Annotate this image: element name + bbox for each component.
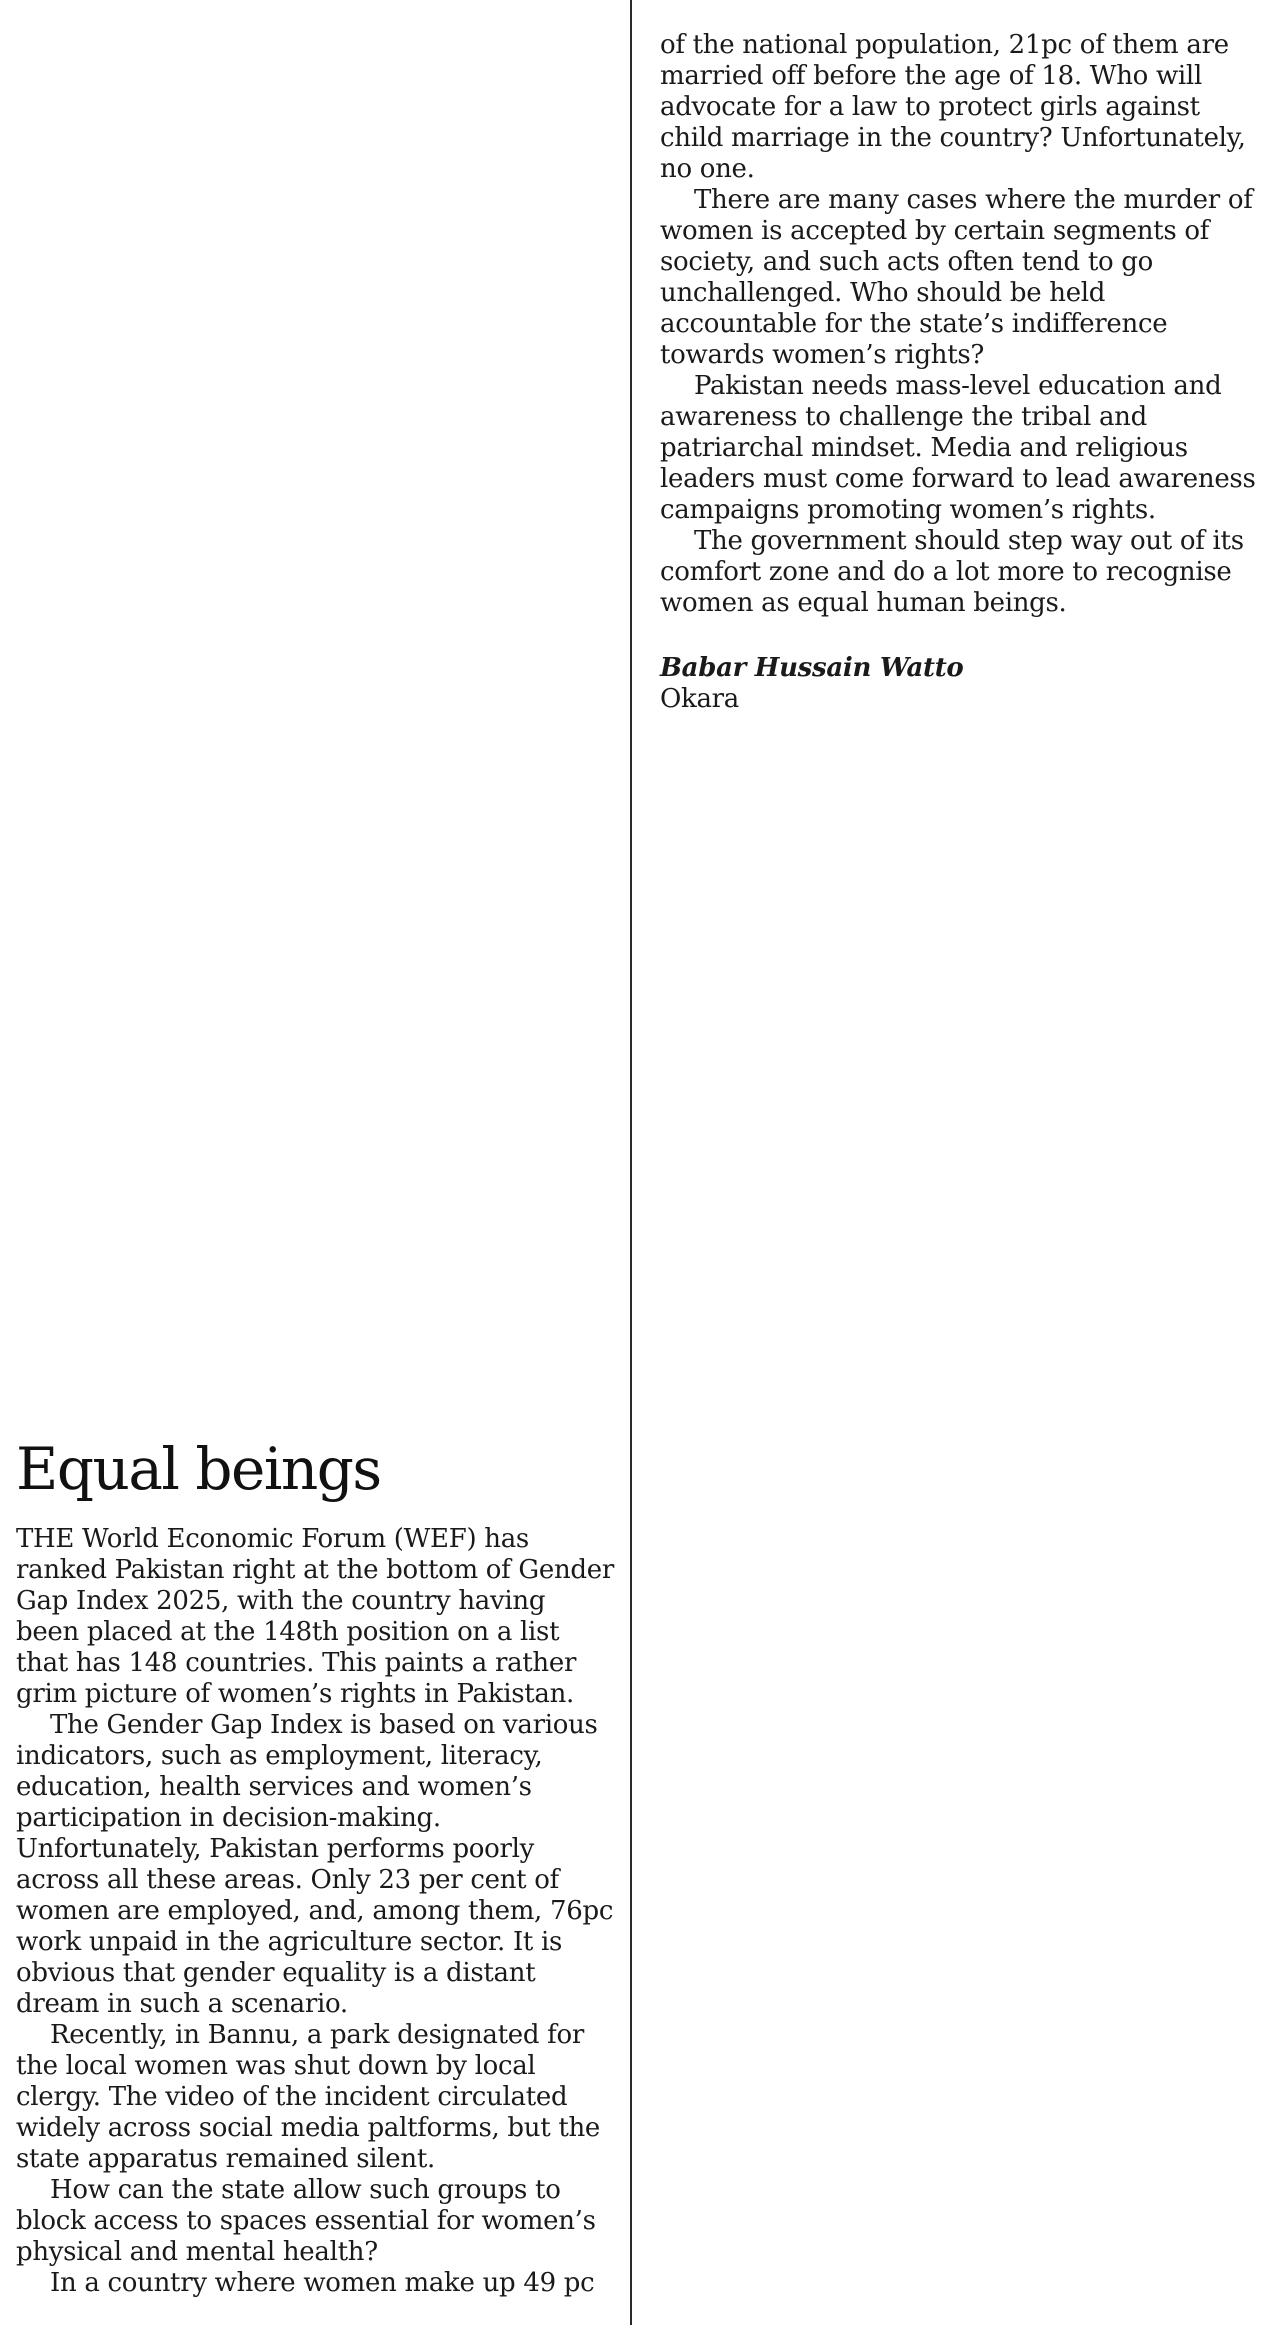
letter-signature [660,653,1260,715]
body-paragraph: of the national population, 21pc of them are married off before the age of 18. Who will advocate for a law to protect girls against child marriage in the country? Unfortunately, no one. [660,30,1246,184]
body-paragraph: The Gender Gap Index is based on various indicators, such as employment, literacy, education, health services and women’s participation in decision-making. Unfortunately, Pakistan performs poorly across all these areas. Only 23 per cent of women are employed, and, among them, 76pc work unpaid in the agriculture sector. It is obvious that gender equality is a distant dream in such a scenario. [16,1710,614,2019]
body-paragraph: Recently, in Bannu, a park designated for the local women was shut down by local clergy. The video of the incident circulated widely across social media paltforms, but the state apparatus remained silent. [16,2020,601,2174]
column-divider [630,0,632,2325]
author-location: Okara [660,684,740,714]
body-paragraph: The government should step way out of its comfort zone and do a lot more to recognise women as equal human beings. [660,526,1244,618]
body-paragraph: How can the state allow such groups to block access to spaces essential for women’s physical and mental health? [16,2175,596,2267]
body-paragraph: THE World Economic Forum (WEF) has ranked Pakistan right at the bottom of Gender Gap Index 2025, with the country having been placed at the 148th position on a list that has 148 countries. This paints a rather grim picture of women’s rights in Pakistan. [16,1524,614,1709]
body-paragraph: There are many cases where the murder of women is accepted by certain segments of society, and such acts often tend to go unchallenged. Who should be held accountable for the state’s indifference towards women’s rights? [660,185,1253,370]
right-column [660,30,1260,715]
article-headline: Equal beings [16,1435,381,1503]
body-paragraph: In a country where women make up 49 pc [50,2268,595,2298]
author-name: Babar Hussain Watto [660,653,964,683]
body-paragraph: Pakistan needs mass-level education and awareness to challenge the tribal and patriarchal mindset. Media and religious leaders must come forward to lead awareness campaigns promoting women’s rights. [660,371,1256,525]
left-column [16,1436,616,2299]
